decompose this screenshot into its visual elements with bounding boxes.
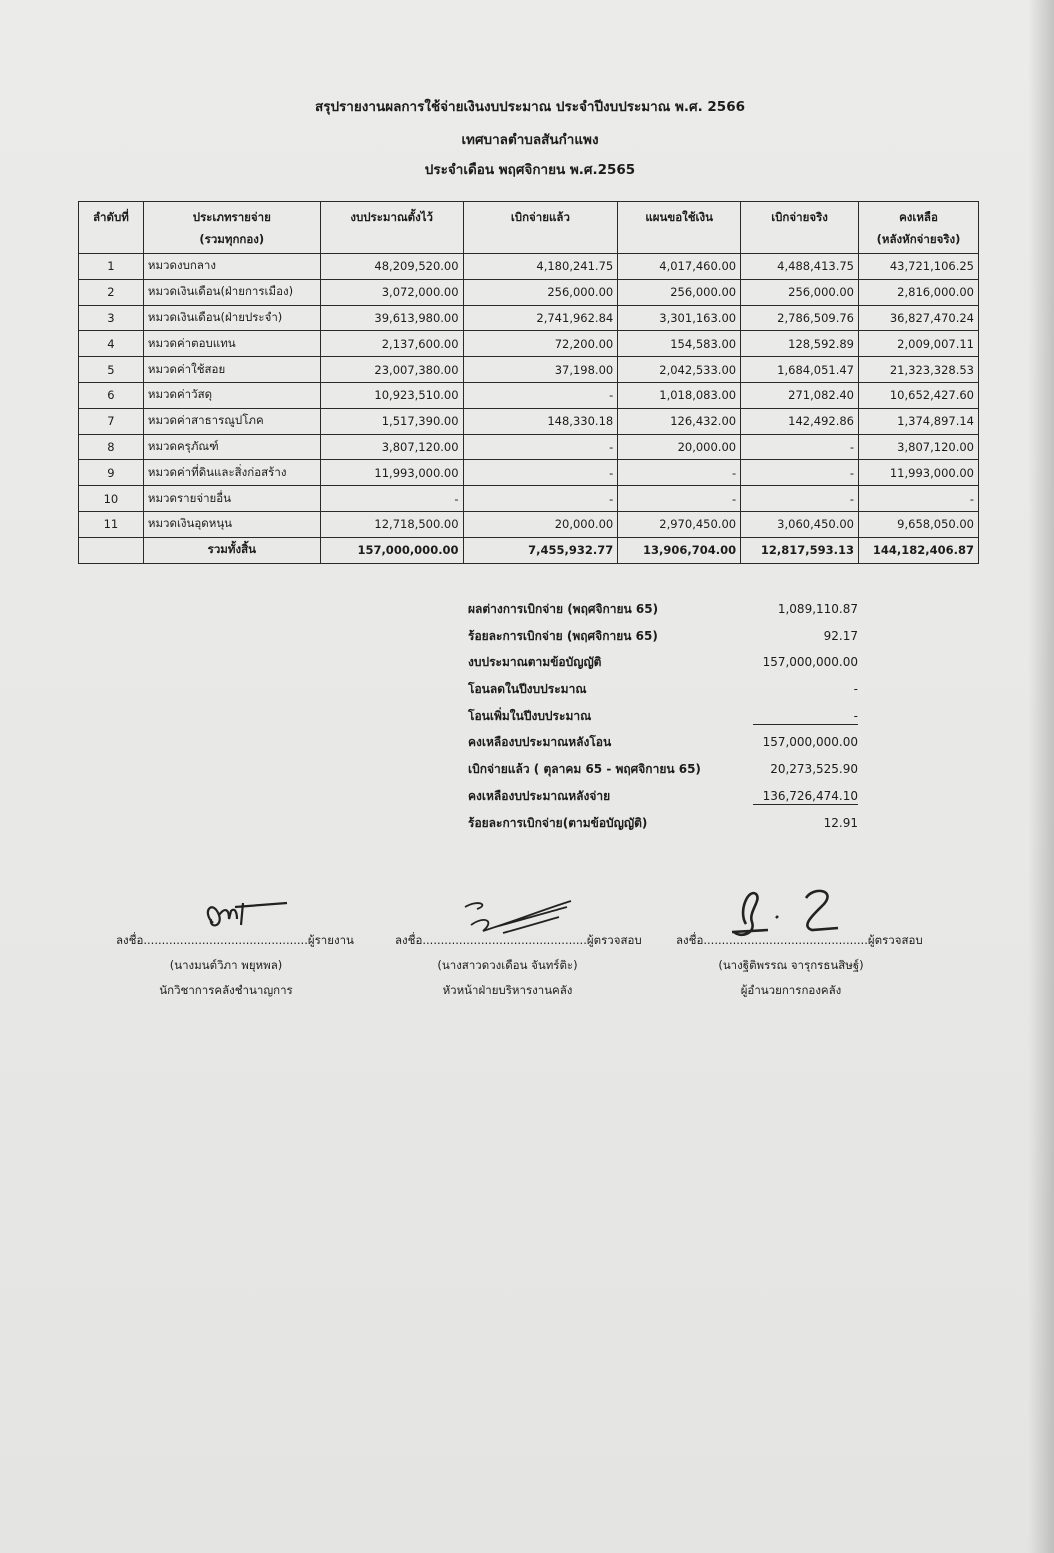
cell-no: 7: [79, 408, 144, 434]
cell-remain: 10,652,427.60: [859, 382, 979, 408]
summary-row: [468, 651, 868, 678]
cell-type: หมวดเงินเดือน(ฝ่ายการเมือง): [143, 279, 320, 305]
col-header-type: [143, 202, 320, 254]
col-header-type-line1: ประเภทรายจ่าย: [192, 210, 271, 224]
col-header-actual: เบิกจ่ายจริง: [741, 202, 859, 254]
cell-no: 11: [79, 511, 144, 537]
signature-block-reporter: [116, 932, 354, 1000]
cell-remain: 3,807,120.00: [859, 434, 979, 460]
summary-label: งบประมาณตามข้อบัญญัติ: [468, 655, 602, 670]
cell-budget: 11,993,000.00: [320, 460, 463, 486]
cell-disbursed: 37,198.00: [463, 357, 618, 383]
total-remain: 144,182,406.87: [859, 537, 979, 563]
report-title: สรุปรายงานผลการใช้จ่ายเงินงบประมาณ ประจำปีงบประมาณ พ.ศ. 2566: [315, 99, 745, 115]
col-header-type-line2: (รวมทุกกอง): [199, 232, 265, 246]
cell-type: หมวดเงินเดือน(ฝ่ายประจำ): [143, 305, 320, 331]
signer-position-3: ผู้อำนวยการกองคลัง: [740, 983, 842, 997]
cell-disbursed: -: [463, 382, 618, 408]
cell-remain: 9,658,050.00: [859, 511, 979, 537]
cell-disbursed: 4,180,241.75: [463, 254, 618, 280]
page-edge-shadow: [1028, 0, 1054, 1553]
summary-value: 92.17: [823, 628, 858, 643]
summary-value: -: [753, 709, 858, 725]
cell-no: 2: [79, 279, 144, 305]
total-actual: 12,817,593.13: [741, 537, 859, 563]
cell-actual: -: [741, 460, 859, 486]
report-period: ประจำเดือน พฤศจิกายน พ.ศ.2565: [424, 162, 636, 178]
cell-no: 10: [79, 486, 144, 512]
summary-value: 20,273,525.90: [770, 762, 858, 777]
cell-type: หมวดงบกลาง: [143, 254, 320, 280]
summary-value: -: [853, 682, 858, 697]
col-header-ordinal: ลำดับที่: [79, 202, 144, 254]
cell-type: หมวดค่าวัสดุ: [143, 382, 320, 408]
summary-label: ผลต่างการเบิกจ่าย (พฤศจิกายน 65): [468, 602, 659, 616]
cell-actual: -: [741, 486, 859, 512]
summary-row: [468, 812, 868, 839]
cell-remain: 21,323,328.53: [859, 357, 979, 383]
cell-plan: -: [618, 486, 741, 512]
signer-name-1: (นางมนต์วิภา พยุหพล): [169, 958, 283, 972]
cell-actual: 4,488,413.75: [741, 254, 859, 280]
total-label: รวมทั้งสิ้น: [143, 537, 320, 563]
cell-plan: 154,583.00: [618, 331, 741, 357]
cell-disbursed: -: [463, 486, 618, 512]
cell-plan: 20,000.00: [618, 434, 741, 460]
summary-value: 1,089,110.87: [777, 602, 858, 616]
cell-budget: 10,923,510.00: [320, 382, 463, 408]
cell-no: 1: [79, 254, 144, 280]
summary-row: [468, 678, 868, 705]
summary-label: ร้อยละการเบิกจ่าย (พฤศจิกายน 65): [468, 628, 658, 643]
cell-remain: 2,816,000.00: [859, 279, 979, 305]
cell-plan: 4,017,460.00: [618, 254, 741, 280]
summary-row: [468, 731, 868, 758]
cell-remain: 11,993,000.00: [859, 460, 979, 486]
cell-remain: 36,827,470.24: [859, 305, 979, 331]
table-row: [79, 511, 979, 537]
cell-no: 4: [79, 331, 144, 357]
cell-actual: 2,786,509.76: [741, 305, 859, 331]
col-header-remain-line2: (หลังหักจ่ายจริง): [876, 232, 961, 246]
summary-row: [468, 705, 868, 732]
cell-no: 6: [79, 382, 144, 408]
cell-no: 8: [79, 434, 144, 460]
summary-label: คงเหลืองบประมาณหลังโอน: [468, 735, 612, 750]
cell-type: หมวดค่าที่ดินและสิ่งก่อสร้าง: [143, 460, 320, 486]
summary-value: 12.91: [823, 815, 858, 830]
total-disbursed: 7,455,932.77: [463, 537, 618, 563]
cell-actual: 128,592.89: [741, 331, 859, 357]
col-header-remain-line1: คงเหลือ: [899, 210, 938, 224]
cell-disbursed: 72,200.00: [463, 331, 618, 357]
cell-budget: 3,807,120.00: [320, 434, 463, 460]
cell-disbursed: 256,000.00: [463, 279, 618, 305]
cell-disbursed: 148,330.18: [463, 408, 618, 434]
signature-line-3: ลงชื่อ.............................................ผู้ตรวจสอบ: [676, 933, 923, 947]
signer-position-2: หัวหน้าฝ่ายบริหารงานคลัง: [442, 983, 573, 997]
table-header-row: [79, 202, 979, 254]
cell-remain: -: [859, 486, 979, 512]
summary-row: [468, 785, 868, 812]
col-header-remain: [859, 202, 979, 254]
table-row: [79, 460, 979, 486]
cell-type: หมวดค่าตอบแทน: [143, 331, 320, 357]
cell-actual: 256,000.00: [741, 279, 859, 305]
table-row: [79, 331, 979, 357]
cell-actual: 271,082.40: [741, 382, 859, 408]
summary-label: คงเหลืองบประมาณหลังจ่าย: [468, 788, 611, 803]
summary-value: 157,000,000.00: [762, 735, 858, 750]
summary-row: [468, 625, 868, 652]
cell-budget: 1,517,390.00: [320, 408, 463, 434]
cell-type: หมวดเงินอุดหนุน: [143, 511, 320, 537]
total-ordinal-cell: [79, 537, 144, 563]
cell-budget: 2,137,600.00: [320, 331, 463, 357]
cell-plan: -: [618, 460, 741, 486]
summary-block: [468, 598, 868, 838]
summary-label: โอนเพิ่มในปีงบประมาณ: [468, 708, 592, 723]
cell-budget: 39,613,980.00: [320, 305, 463, 331]
cell-disbursed: 20,000.00: [463, 511, 618, 537]
signer-name-3: (นางฐิติพรรณ จารุกรธนสิษฐ์): [718, 958, 864, 972]
cell-plan: 126,432.00: [618, 408, 741, 434]
cell-no: 5: [79, 357, 144, 383]
summary-value: 136,726,474.10: [753, 789, 858, 805]
cell-no: 9: [79, 460, 144, 486]
signer-position-1: นักวิชาการคลังชำนาญการ: [159, 983, 293, 997]
cell-disbursed: -: [463, 460, 618, 486]
signature-line-1: ลงชื่อ.............................................ผู้รายงาน: [116, 933, 354, 947]
cell-budget: 48,209,520.00: [320, 254, 463, 280]
cell-budget: 3,072,000.00: [320, 279, 463, 305]
cell-disbursed: 2,741,962.84: [463, 305, 618, 331]
table-row: [79, 408, 979, 434]
table-row: [79, 434, 979, 460]
cell-actual: 142,492.86: [741, 408, 859, 434]
col-header-budget: งบประมาณตั้งไว้: [320, 202, 463, 254]
cell-plan: 3,301,163.00: [618, 305, 741, 331]
signature-block-checker-2: [676, 932, 923, 1000]
municipality-name: เทศบาลตำบลสันกำแพง: [461, 132, 599, 148]
budget-table: [78, 201, 979, 564]
cell-type: หมวดค่าใช้สอย: [143, 357, 320, 383]
signature-line-2: ลงชื่อ.............................................ผู้ตรวจสอบ: [395, 933, 642, 947]
table-row: [79, 254, 979, 280]
table-row: [79, 382, 979, 408]
col-header-plan: แผนขอใช้เงิน: [618, 202, 741, 254]
cell-budget: -: [320, 486, 463, 512]
summary-row: [468, 598, 868, 625]
cell-actual: 1,684,051.47: [741, 357, 859, 383]
signature-block-checker-1: [395, 932, 642, 1000]
total-budget: 157,000,000.00: [320, 537, 463, 563]
table-row: [79, 305, 979, 331]
cell-type: หมวดครุภัณฑ์: [143, 434, 320, 460]
table-total-row: [79, 537, 979, 563]
table-row: [79, 486, 979, 512]
cell-remain: 2,009,007.11: [859, 331, 979, 357]
summary-label: โอนลดในปีงบประมาณ: [468, 682, 587, 697]
cell-plan: 2,970,450.00: [618, 511, 741, 537]
summary-label: เบิกจ่ายแล้ว ( ตุลาคม 65 - พฤศจิกายน 65): [468, 762, 701, 777]
cell-no: 3: [79, 305, 144, 331]
cell-remain: 1,374,897.14: [859, 408, 979, 434]
summary-label: ร้อยละการเบิกจ่าย(ตามข้อบัญญัติ): [468, 815, 648, 830]
cell-disbursed: -: [463, 434, 618, 460]
cell-type: หมวดค่าสาธารณูปโภค: [143, 408, 320, 434]
col-header-disbursed: เบิกจ่ายแล้ว: [463, 202, 618, 254]
table-row: [79, 279, 979, 305]
cell-plan: 256,000.00: [618, 279, 741, 305]
summary-value: 157,000,000.00: [762, 655, 858, 670]
cell-type: หมวดรายจ่ายอื่น: [143, 486, 320, 512]
total-plan: 13,906,704.00: [618, 537, 741, 563]
table-row: [79, 357, 979, 383]
cell-plan: 2,042,533.00: [618, 357, 741, 383]
cell-plan: 1,018,083.00: [618, 382, 741, 408]
summary-row: [468, 758, 868, 785]
cell-budget: 12,718,500.00: [320, 511, 463, 537]
cell-remain: 43,721,106.25: [859, 254, 979, 280]
cell-budget: 23,007,380.00: [320, 357, 463, 383]
cell-actual: -: [741, 434, 859, 460]
signer-name-2: (นางสาวดวงเดือน จันทร์ติะ): [437, 958, 578, 972]
cell-actual: 3,060,450.00: [741, 511, 859, 537]
